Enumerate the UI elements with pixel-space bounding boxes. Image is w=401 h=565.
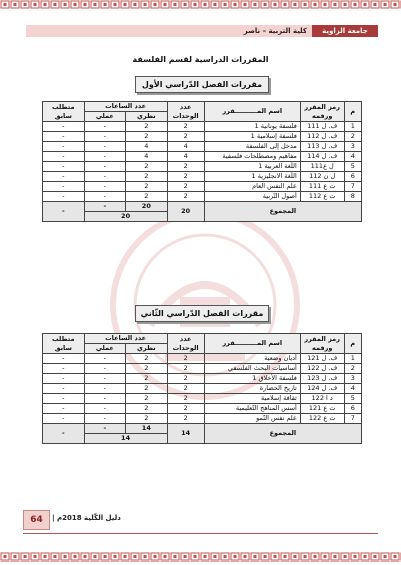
row-num: 5 <box>344 394 361 404</box>
border-pattern-icon <box>0 0 401 9</box>
course-name: مفاهيم ومصطلحات فلسفية <box>204 152 300 162</box>
course-practical-hours: - <box>84 384 126 394</box>
col-practical: عملي <box>84 112 126 122</box>
course-code: ت ع 121 <box>300 404 344 414</box>
header-college: كلية التربية – ناصر <box>243 27 307 35</box>
course-code: ل ن 112 <box>300 172 344 182</box>
row-num: 3 <box>344 374 361 384</box>
table-row <box>43 172 362 182</box>
row-num: 8 <box>344 192 361 202</box>
row-num: 7 <box>344 182 361 192</box>
course-name: فلسفة الأخلاق 1 <box>204 374 300 384</box>
course-practical-hours: - <box>84 404 126 414</box>
course-code: ت ع 112 <box>300 192 344 202</box>
course-units: 2 <box>167 172 204 182</box>
row-num: 6 <box>344 404 361 414</box>
course-prereq: - <box>43 394 85 404</box>
total-theory-hours: 20 <box>126 202 168 212</box>
table-row <box>43 142 362 152</box>
total-row <box>43 202 362 212</box>
course-code: ت ع 122 <box>300 414 344 424</box>
course-code: ف. ل 121 <box>300 354 344 364</box>
course-practical-hours: - <box>84 142 126 152</box>
course-prereq: - <box>43 122 85 132</box>
table-row <box>43 374 362 384</box>
course-units: 2 <box>167 162 204 172</box>
course-name: علم نفس النّمو <box>204 414 300 424</box>
course-name: ثقافة إسلامية <box>204 394 300 404</box>
col-practical: عملي <box>84 344 126 354</box>
col-theory: نظري <box>126 112 168 122</box>
course-prereq: - <box>43 142 85 152</box>
table-row <box>43 152 362 162</box>
total-practical-hours: - <box>84 424 126 434</box>
course-theory-hours: 2 <box>126 414 168 424</box>
top-border-pattern <box>0 0 401 9</box>
col-prereq: متطلب سابق <box>43 102 85 122</box>
semester2-title: مقررات الفصل الدّراسي الثّاني <box>135 305 269 322</box>
course-units: 4 <box>167 152 204 162</box>
course-name: أساسيات البحث الفلسفي <box>204 364 300 374</box>
course-practical-hours: - <box>84 374 126 384</box>
semester2-table <box>42 333 362 444</box>
table-row <box>43 132 362 142</box>
course-practical-hours: - <box>84 122 126 132</box>
course-practical-hours: - <box>84 414 126 424</box>
course-code: ف. ل 124 <box>300 384 344 394</box>
col-num: م <box>344 334 361 354</box>
row-num: 7 <box>344 414 361 424</box>
course-practical-hours: - <box>84 192 126 202</box>
col-units: عدد الوحدات <box>167 334 204 354</box>
total-label: المجموع <box>204 424 361 444</box>
table-row <box>43 414 362 424</box>
course-practical-hours: - <box>84 172 126 182</box>
course-code: د ا 122 <box>300 394 344 404</box>
course-prereq: - <box>43 384 85 394</box>
course-name: أصول التّربية <box>204 192 300 202</box>
course-units: 4 <box>167 142 204 152</box>
course-prereq: - <box>43 414 85 424</box>
total-hours-sum: 14 <box>84 434 167 444</box>
total-label: المجموع <box>204 202 361 222</box>
course-code: ف. ل 113 <box>300 142 344 152</box>
course-practical-hours: - <box>84 182 126 192</box>
course-prereq: - <box>43 152 85 162</box>
col-name: اسم المــــــــــقرر <box>204 334 300 354</box>
course-theory-hours: 2 <box>126 354 168 364</box>
table-row <box>43 354 362 364</box>
course-code: ت ع 111 <box>300 182 344 192</box>
footer-guide-title: دليل الكّلية 2018م | <box>52 514 121 522</box>
course-practical-hours: - <box>84 354 126 364</box>
course-units: 2 <box>167 132 204 142</box>
col-hours: عدد الساعات <box>84 102 167 112</box>
course-theory-hours: 2 <box>126 192 168 202</box>
course-units: 2 <box>167 384 204 394</box>
course-practical-hours: - <box>84 152 126 162</box>
border-pattern-icon <box>0 552 401 562</box>
row-num: 3 <box>344 142 361 152</box>
course-practical-hours: - <box>84 132 126 142</box>
col-code: رمز المقرر ورقمه <box>300 334 344 354</box>
course-theory-hours: 2 <box>126 162 168 172</box>
row-num: 2 <box>344 132 361 142</box>
course-prereq: - <box>43 404 85 414</box>
course-theory-hours: 2 <box>126 404 168 414</box>
course-code: ل ع111 <box>300 162 344 172</box>
course-name: علم النفس العام <box>204 182 300 192</box>
course-units: 2 <box>167 394 204 404</box>
total-practical-hours: - <box>84 202 126 212</box>
course-theory-hours: 2 <box>126 364 168 374</box>
course-name: اللّغة الانجليزية 1 <box>204 172 300 182</box>
table-row <box>43 404 362 414</box>
course-prereq: - <box>43 162 85 172</box>
table-row <box>43 394 362 404</box>
course-prereq: - <box>43 374 85 384</box>
course-units: 2 <box>167 122 204 132</box>
total-theory-hours: 14 <box>126 424 168 434</box>
course-code: ف. ل 112 <box>300 132 344 142</box>
course-prereq: - <box>43 192 85 202</box>
total-units: 20 <box>167 202 204 222</box>
course-theory-hours: 2 <box>126 384 168 394</box>
table-row <box>43 162 362 172</box>
course-theory-hours: 2 <box>126 132 168 142</box>
total-prereq: - <box>43 424 85 444</box>
col-prereq: متطلب سابق <box>43 334 85 354</box>
total-units: 14 <box>167 424 204 444</box>
col-name: اسم المــــــــــقرر <box>204 102 300 122</box>
course-prereq: - <box>43 354 85 364</box>
course-theory-hours: 2 <box>126 172 168 182</box>
course-units: 2 <box>167 414 204 424</box>
course-units: 2 <box>167 374 204 384</box>
course-code: ف. ل 123 <box>300 374 344 384</box>
semester1-table <box>42 101 362 222</box>
row-num: 4 <box>344 384 361 394</box>
course-theory-hours: 2 <box>126 182 168 192</box>
total-row <box>43 424 362 434</box>
course-units: 2 <box>167 354 204 364</box>
total-prereq: - <box>43 202 85 222</box>
course-practical-hours: - <box>84 394 126 404</box>
course-prereq: - <box>43 172 85 182</box>
course-units: 2 <box>167 404 204 414</box>
row-num: 5 <box>344 162 361 172</box>
course-name: اللّغة العربية 1 <box>204 162 300 172</box>
col-code: رمز المقرر ورقمه <box>300 102 344 122</box>
course-units: 2 <box>167 364 204 374</box>
course-code: ف. ل 122 <box>300 364 344 374</box>
total-hours-sum: 20 <box>84 212 167 222</box>
col-hours: عدد الساعات <box>84 334 167 344</box>
course-code: ف. ل 114 <box>300 152 344 162</box>
page-number: 64 <box>23 510 50 530</box>
row-num: 1 <box>344 354 361 364</box>
course-theory-hours: 2 <box>126 374 168 384</box>
bottom-border-pattern <box>0 552 401 562</box>
row-num: 6 <box>344 172 361 182</box>
course-theory-hours: 2 <box>126 122 168 132</box>
course-practical-hours: - <box>84 162 126 172</box>
course-code: ف. ل 111 <box>300 122 344 132</box>
table-row <box>43 192 362 202</box>
course-theory-hours: 2 <box>126 394 168 404</box>
course-name: أديان وضعية <box>204 354 300 364</box>
table-row <box>43 384 362 394</box>
course-practical-hours: - <box>84 364 126 374</box>
col-units: عدد الوحدات <box>167 102 204 122</box>
course-name: فلسفة يونانية 1 <box>204 122 300 132</box>
course-name: أسس المناهج التّعليمية <box>204 404 300 414</box>
course-name: فلسفة إسلامية 1 <box>204 132 300 142</box>
course-theory-hours: 4 <box>126 142 168 152</box>
page-title: المقررات الدراسية لقسم الفلسفة <box>132 55 269 64</box>
table-row <box>43 364 362 374</box>
course-units: 2 <box>167 182 204 192</box>
course-name: تاريخ الحضارة <box>204 384 300 394</box>
course-prereq: - <box>43 132 85 142</box>
row-num: 2 <box>344 364 361 374</box>
table-row <box>43 182 362 192</box>
course-theory-hours: 4 <box>126 152 168 162</box>
course-prereq: - <box>43 182 85 192</box>
col-num: م <box>344 102 361 122</box>
header-university: جامعة الزاوية <box>322 27 368 35</box>
footer-divider <box>23 533 378 534</box>
row-num: 1 <box>344 122 361 132</box>
semester1-title: مقررات الفصل الدّراسي الأول <box>135 76 269 93</box>
course-prereq: - <box>43 364 85 374</box>
col-theory: نظري <box>126 344 168 354</box>
course-units: 2 <box>167 192 204 202</box>
row-num: 4 <box>344 152 361 162</box>
table-row <box>43 122 362 132</box>
course-name: مدخل إلى الفلسفة <box>204 142 300 152</box>
